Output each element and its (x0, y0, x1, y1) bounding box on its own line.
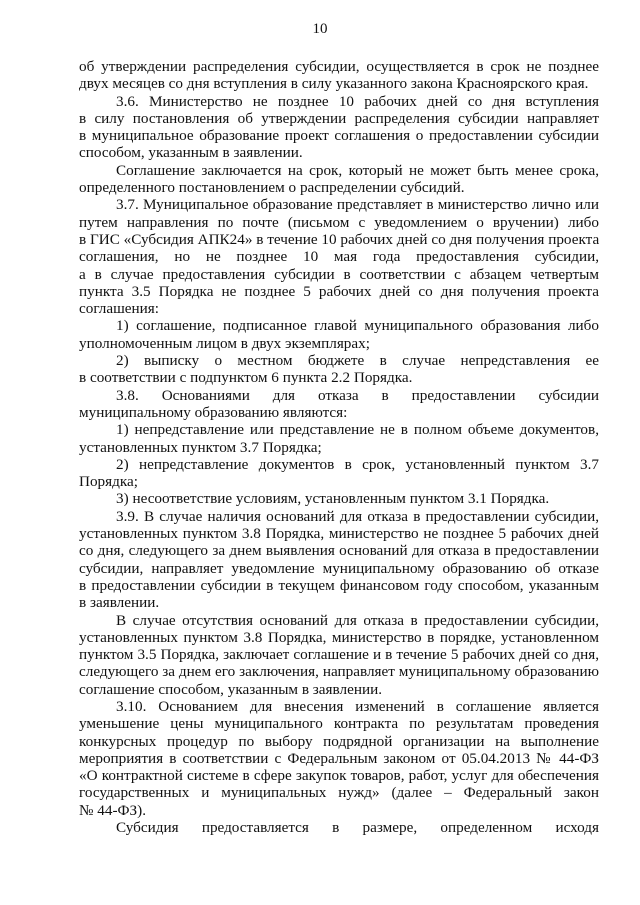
text-line: определенного постановлением о распределении субсидий. (79, 179, 465, 197)
text-line: следующего за днем его заключения, направляет муниципальному образованию (79, 663, 599, 681)
text-line: об утверждении распределения субсидии, осуществляется в срок не позднее (79, 58, 599, 75)
text-line: конкурсных процедур по выбору подрядной организации на выполнение (79, 732, 599, 750)
text-line: 3.10. Основанием для внесения изменений в соглашение является (116, 697, 599, 715)
text-line: уменьшение цены муниципального контракта по результатам проведения (79, 715, 599, 733)
text-line: «О контрактной системе в сфере закупок товаров, работ, услуг для обеспечения (79, 767, 599, 785)
text-line: способом, указанным в заявлении. (79, 144, 303, 162)
text-line: 3.9. В случае наличия оснований для отказа в предоставлении субсидии, (116, 507, 599, 525)
text-line: соглашение способом, указанным в заявлении. (79, 680, 383, 698)
text-line: В случае отсутствия оснований для отказа в предоставлении субсидии, (116, 611, 599, 629)
document-body (79, 58, 599, 836)
text-line: в муниципальное образование проект соглашения о предоставлении субсидии (79, 127, 599, 145)
text-line: в силу постановления об утверждении распределения субсидии направляет (79, 109, 599, 127)
text-line: мероприятия в соответствии с Федеральным законом от 05.04.2013 № 44-ФЗ (79, 749, 599, 767)
text-line: 2) непредставление документов в срок, установленный пунктом 3.7 (116, 455, 599, 473)
text-line: в соответствии с подпунктом 6 пункта 2.2 Порядка. (79, 369, 413, 387)
text-line: 3.7. Муниципальное образование представляет в министерство лично или (116, 196, 599, 214)
text-line: в предоставлении субсидии в текущем финансовом году способом, указанным (79, 576, 599, 594)
text-line: уполномоченным лицом в двух экземплярах; (79, 334, 370, 352)
text-line: 3.6. Министерство не позднее 10 рабочих дней со дня вступления (116, 92, 599, 110)
text-line: установленных пунктом 3.8 Порядка, министерство не позднее 5 рабочих дней (79, 525, 599, 543)
text-line: установленных пунктом 3.8 Порядка, министерство в порядке, установленном (79, 628, 599, 646)
text-line: субсидии, направляет уведомление муниципальному образованию об отказе (79, 559, 599, 577)
text-line: 3) несоответствие условиям, установленным пунктом 3.1 Порядка. (116, 490, 550, 508)
text-line: путем направления по почте (письмом с уведомлением о вручении) либо (79, 213, 599, 231)
text-line: Порядка; (79, 473, 138, 491)
text-line: пунктом 3.5 Порядка, заключает соглашение и в течение 5 рабочих дней со дня, (79, 646, 599, 664)
text-line: 1) соглашение, подписанное главой муниципального образования либо (116, 317, 599, 335)
text-line: со дня, следующего за днем выявления оснований для отказа в предоставлении (79, 542, 599, 560)
text-line: № 44-ФЗ). (79, 801, 146, 819)
text-line: пункта 3.5 Порядка не позднее 5 рабочих дней со дня получения проекта (79, 282, 599, 300)
text-line: в заявлении. (79, 594, 160, 612)
text-line: 3.8. Основаниями для отказа в предоставлении субсидии (116, 386, 599, 404)
text-line: государственных и муниципальных нужд» (далее – Федеральный закон (79, 784, 599, 802)
text-line: муниципальному образованию являются: (79, 403, 348, 421)
text-line: установленных пунктом 3.7 Порядка; (79, 438, 322, 456)
text-line: двух месяцев со дня вступления в силу указанного закона Красноярского края. (79, 75, 589, 93)
text-line: в ГИС «Субсидия АПК24» в течение 10 рабочих дней со дня получения проекта (79, 230, 600, 248)
text-line: соглашения, но не позднее 10 мая года предоставления субсидии, (79, 248, 599, 266)
text-line: Субсидия предоставляется в размере, определенном исходя (116, 819, 599, 837)
text-line: а в случае предоставления субсидии в соответствии с абзацем четвертым (79, 265, 599, 283)
page-number: 10 (312, 21, 328, 37)
text-line: 1) непредставление или представление не в полном объеме документов, (116, 421, 599, 439)
text-line: Соглашение заключается на срок, который не может быть менее срока, (116, 161, 599, 179)
text-line: 2) выписку о местном бюджете в случае непредставления ее (116, 352, 599, 370)
text-line: соглашения: (79, 300, 160, 318)
